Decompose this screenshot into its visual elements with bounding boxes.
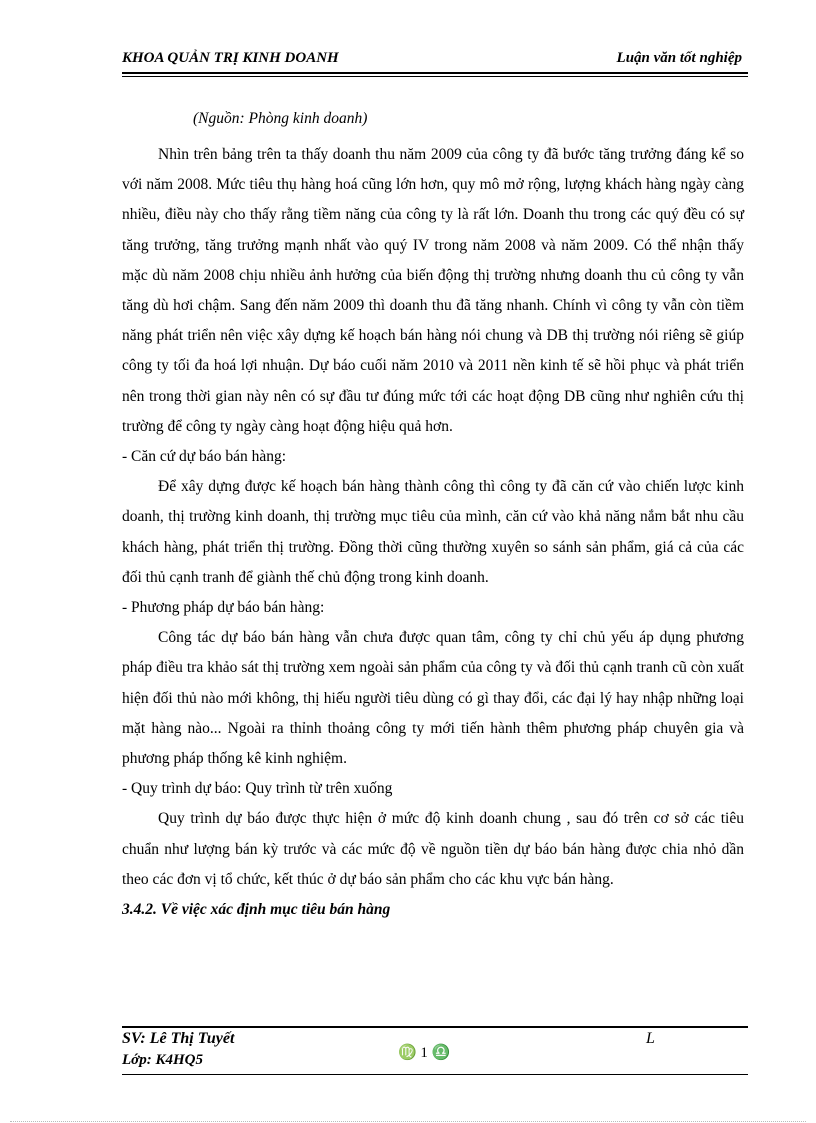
bullet-forecast-process: - Quy trình dự báo: Quy trình từ trên xuống xyxy=(122,780,393,798)
bullet-forecast-basis: - Căn cứ dự báo bán hàng: xyxy=(122,448,287,466)
student-name: SV: Lê Thị Tuyết xyxy=(122,1030,235,1047)
body-text xyxy=(122,140,744,925)
header-rule xyxy=(122,72,748,74)
footer-rule-thin xyxy=(122,1074,748,1075)
document-type: Luận văn tốt nghiệp xyxy=(616,50,742,66)
paragraph-revenue-analysis: Nhìn trên bảng trên ta thấy doanh thu năm 2009 của công ty đã bước tăng trưởng đáng kể so với năm 2008. Mức tiêu thụ hàng hoá cũng lớn hơn, quy mô mở rộng, lượng khách hàng ngày càng nhiều, điều này cho thấy rằng tiềm năng của công ty là rất lớn. Doanh thu trong các quý đều có sự tăng trưởng, tăng trưởng mạnh nhất vào quý IV trong năm 2008 và năm 2009. Có thể nhận thấy mặc dù năm 2008 chịu nhiều ảnh hưởng của biến động thị trường nhưng doanh thu củ công ty vẫn tăng dù hơi chậm. Sang đến năm 2009 thì doanh thu đã tăng nhanh. Chính vì công ty vẫn còn tiềm năng phát triển nên việc xây dựng kế hoạch bán hàng nói chung và DB thị trường nói riêng sẽ giúp công ty tối đa hoá lợi nhuận. Dự báo cuối năm 2010 và 2011 nền kinh tế sẽ hồi phục và phát triển nên trong thời gian này nên có sự đầu tư đúng mức tới các hoạt động DB cũng như nghiên cứu thị trường để công ty ngày càng hoạt động hiệu quả hơn. xyxy=(122,146,744,435)
page-number: ♍ 1 ♎ xyxy=(398,1045,451,1061)
page-edge xyxy=(10,1121,806,1122)
page-header xyxy=(122,48,748,72)
paragraph-forecast-method: Công tác dự báo bán hàng vẫn chưa được quan tâm, công ty chỉ chủ yếu áp dụng phương pháp điều tra khảo sát thị trường xem ngoài sản phẩm của công ty và đối thủ cạnh tranh cũ còn xuất hiện đối thủ nào mới không, thị hiếu người tiêu dùng có gì thay đổi, các đại lý hay nhập những loại mặt hàng nào... Ngoài ra thỉnh thoảng công ty mới tiến hành thêm phương pháp chuyên gia và phương pháp thống kê kinh nghiệm. xyxy=(122,629,744,768)
paragraph-forecast-process: Quy trình dự báo được thực hiện ở mức độ kinh doanh chung , sau đó trên cơ sở các tiêu chuẩn như lượng bán kỳ trước và các mức độ về nguồn tiền dự báo bán hàng được chia nhỏ dần theo các đơn vị tổ chức, kết thúc ở dự báo sản phẩm cho các khu vực bán hàng. xyxy=(122,810,744,888)
footer-rule xyxy=(122,1026,748,1028)
bullet-forecast-method: - Phương pháp dự báo bán hàng: xyxy=(122,599,325,617)
header-rule-thin xyxy=(122,76,748,77)
paragraph-forecast-basis: Để xây dựng được kế hoạch bán hàng thành công thì công ty đã căn cứ vào chiến lược kinh doanh, thị trường kinh doanh, thị trường mục tiêu của mình, căn cứ vào khả năng nắm bắt nhu cầu khách hàng, phát triển thị trường. Đồng thời cũng thường xuyên so sánh sản phẩm, giá cả của các đối thủ cạnh tranh để giành thế chủ động trong kinh doanh. xyxy=(122,478,744,586)
faculty-title: KHOA QUẢN TRỊ KINH DOANH xyxy=(122,50,339,66)
student-class: Lớp: K4HQ5 xyxy=(122,1052,203,1068)
source-note: (Nguồn: Phòng kinh doanh) xyxy=(193,110,368,127)
section-heading: 3.4.2. Về việc xác định mục tiêu bán hàng xyxy=(122,901,391,919)
footer-mark: L xyxy=(646,1030,655,1047)
